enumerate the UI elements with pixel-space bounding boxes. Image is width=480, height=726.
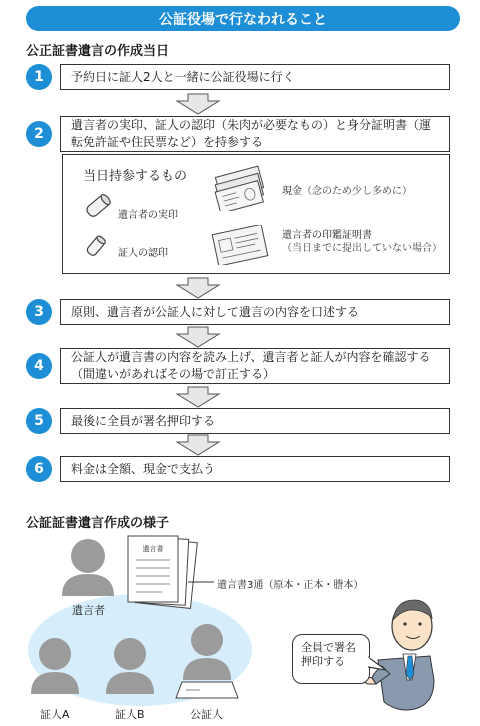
- label-notary: 公証人: [190, 708, 223, 721]
- step-number-2: 2: [26, 121, 52, 147]
- step-text-3: 原則、遺言者が公証人に対して遺言の内容を口述する: [71, 304, 360, 319]
- step-box-5: [60, 408, 450, 434]
- item-jitsuin-label: 遺言者の実印: [118, 210, 178, 221]
- cash-bills-icon: [213, 165, 271, 211]
- seal-stamp-small-icon: [81, 231, 111, 261]
- step-text-4: 公証人が遺言書の内容を読み上げ、遺言者と証人が内容を確認する（間違いがあればその場で訂正する）: [71, 350, 431, 381]
- will-copies-label: 遺言書3通（原本・正本・謄本）: [217, 580, 364, 591]
- item-cert: [282, 229, 440, 255]
- step-box-4: [60, 348, 450, 384]
- banner-title: 公証役場で行なわれること: [159, 11, 327, 28]
- down-arrow-icon: [175, 434, 221, 456]
- section-title-procedure: 公正証書遺言の作成当日: [26, 44, 170, 59]
- step-number-5: 5: [26, 408, 52, 434]
- step-text-2: 遺言者の実印、証人の認印（朱肉が必要なもの）と身分証明書（運転免許証や住民票など）を持参する: [71, 118, 432, 149]
- step-box-6: [60, 456, 450, 482]
- step-5: [26, 408, 450, 434]
- header-banner: [26, 6, 460, 31]
- down-arrow-icon: [175, 326, 221, 348]
- step-text-5: 最後に全員が署名押印する: [71, 413, 216, 428]
- step-1: [26, 64, 450, 90]
- businessman-pointing-icon: [360, 600, 434, 710]
- items-to-bring-title: 当日持参するもの: [83, 169, 188, 184]
- testator-figure-icon: [62, 539, 114, 596]
- step-box-3: [60, 299, 450, 325]
- step-4: [26, 348, 450, 384]
- label-witness-a: 証人A: [40, 708, 70, 721]
- step-text-1: 予約日に証人2人と一緒に公証役場に行く: [71, 69, 295, 84]
- item-cert-note: （当日までに提出していない場合）: [282, 243, 442, 254]
- item-mitomein-label: 証人の認印: [118, 248, 168, 259]
- step-text-6: 料金は全額、現金で支払う: [71, 461, 216, 476]
- will-documents-icon: [128, 536, 197, 608]
- label-witness-b: 証人B: [115, 708, 145, 721]
- step-box-1: [60, 64, 450, 90]
- step-box-2: [60, 116, 450, 152]
- items-to-bring-box: [62, 154, 450, 274]
- seal-stamp-icon: [81, 191, 115, 221]
- down-arrow-icon: [175, 93, 221, 115]
- step-number-1: 1: [26, 64, 52, 90]
- speech-bubble: [292, 634, 370, 684]
- item-cash: [282, 185, 412, 198]
- seal-certificate-icon: [211, 225, 271, 265]
- down-arrow-icon: [175, 386, 221, 408]
- notary-document-icon: [176, 682, 238, 698]
- step-3: [26, 299, 450, 325]
- step-6: [26, 456, 450, 482]
- doc-title-text: 遺言書: [142, 545, 164, 553]
- step-number-6: 6: [26, 456, 52, 482]
- step-number-4: 4: [26, 353, 52, 379]
- item-cash-label: 現金: [282, 186, 302, 197]
- label-testator: 遺言者: [72, 604, 105, 617]
- step-number-3: 3: [26, 299, 52, 325]
- item-cash-note: （念のため少し多めに）: [302, 186, 412, 197]
- step-2: [26, 116, 450, 152]
- speech-bubble-text: 全員で署名 押印する: [301, 641, 356, 668]
- speech-bubble-tail: [368, 656, 388, 672]
- item-cert-label: 遺言者の印鑑証明書: [282, 230, 372, 241]
- signing-scene-illustration: [0, 530, 480, 726]
- down-arrow-icon: [175, 277, 221, 299]
- section-title-scene: 公証証書遺言作成の様子: [26, 516, 170, 531]
